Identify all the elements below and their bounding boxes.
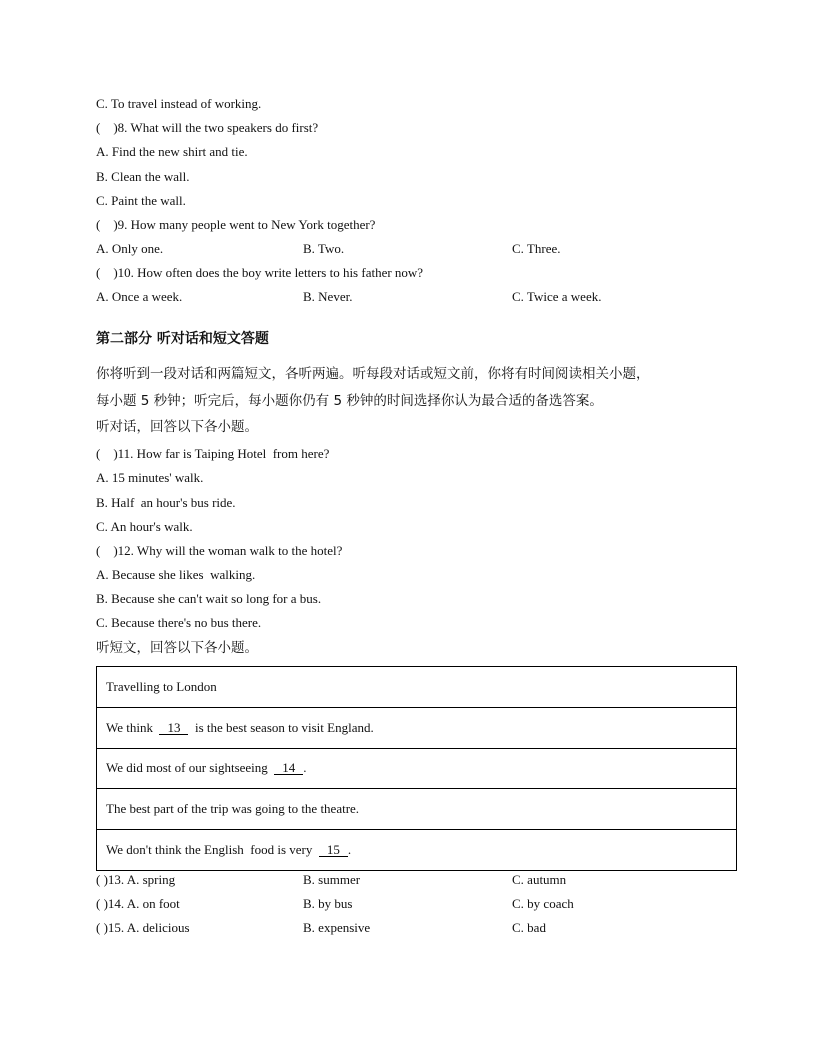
passage-summary-table — [96, 666, 737, 871]
q12-option-a: A. Because she likes walking. — [96, 567, 256, 582]
blank-15: 15 — [319, 843, 348, 857]
row-text: The best part of the trip was going to the theatre. — [106, 801, 360, 817]
q15-option-b: B. expensive — [303, 920, 371, 935]
q13-stem-option-a — [96, 872, 175, 888]
q10-option-b: B. Never. — [303, 289, 353, 304]
q8-option-c: C. Paint the wall. — [96, 193, 186, 208]
table-row — [97, 748, 736, 789]
q9-option-a: A. Only one. — [96, 241, 164, 256]
row-text-after: is the best season to visit England. — [188, 719, 374, 735]
table-row — [97, 707, 736, 748]
row-text-after: . — [303, 760, 307, 776]
table-title-row — [97, 667, 736, 707]
q8-stem: ( )8. What will the two speakers do first? — [96, 120, 319, 135]
dialogue-intro: 听对话，回答以下各小题。 — [96, 419, 258, 435]
q7-option-c: C. To travel instead of working. — [96, 96, 262, 111]
q10-stem: ( )10. How often does the boy write letters to his father now? — [96, 265, 424, 280]
q13-stem: ( )13. — [96, 872, 125, 887]
q15-option-a: A. delicious — [126, 920, 190, 935]
q10-option-a: A. Once a week. — [96, 289, 183, 304]
blank-14: 14 — [274, 761, 303, 775]
q12-stem: ( )12. Why will the woman walk to the hotel? — [96, 543, 343, 558]
q12-option-c: C. Because there's no bus there. — [96, 615, 262, 630]
q11-stem: ( )11. How far is Taiping Hotel from here? — [96, 446, 330, 461]
q9-stem: ( )9. How many people went to New York together? — [96, 217, 376, 232]
q14-stem: ( )14. — [96, 896, 125, 911]
q13-option-c: C. autumn — [512, 872, 567, 887]
q9-option-c: C. Three. — [512, 241, 561, 256]
table-title: Travelling to London — [106, 678, 217, 694]
q15-stem: ( )15. — [96, 920, 125, 935]
q15-stem-option-a — [96, 920, 190, 936]
q10-option-c: C. Twice a week. — [512, 289, 602, 304]
q11-option-b: B. Half an hour's bus ride. — [96, 495, 236, 510]
q9-option-b: B. Two. — [303, 241, 345, 256]
row-text-before: We did most of our sightseeing — [106, 760, 275, 776]
q14-option-a: A. on foot — [126, 896, 180, 911]
passage-intro: 听短文，回答以下各小题。 — [96, 640, 258, 656]
instructions-line-2: 每小题 5 秒钟；听完后，每小题你仍有 5 秒钟的时间选择你认为最合适的备选答案。 — [96, 393, 603, 409]
q13-option-a: A. spring — [126, 872, 176, 887]
q14-option-c: C. by coach — [512, 896, 574, 911]
row-text-after: . — [347, 842, 352, 858]
part2-heading: 第二部分 听对话和短文答题 — [96, 331, 269, 347]
q8-option-b: B. Clean the wall. — [96, 169, 190, 184]
q14-option-b: B. by bus — [303, 896, 353, 911]
row-text-before: We don't think the English food is very — [106, 842, 319, 858]
q13-option-b: B. summer — [303, 872, 361, 887]
q11-option-a: A. 15 minutes' walk. — [96, 470, 204, 485]
instructions-line-1: 你将听到一段对话和两篇短文，各听两遍。听每段对话或短文前，你将有时间阅读相关小题， — [96, 366, 650, 382]
table-row — [97, 829, 736, 870]
blank-13: 13 — [159, 721, 188, 735]
q15-option-c: C. bad — [512, 920, 546, 935]
q8-option-a: A. Find the new shirt and tie. — [96, 144, 248, 159]
table-row — [97, 788, 736, 829]
q14-stem-option-a — [96, 896, 180, 912]
row-text-before: We think — [106, 719, 160, 735]
q11-option-c: C. An hour's walk. — [96, 519, 193, 534]
q12-option-b: B. Because she can't wait so long for a bus. — [96, 591, 322, 606]
